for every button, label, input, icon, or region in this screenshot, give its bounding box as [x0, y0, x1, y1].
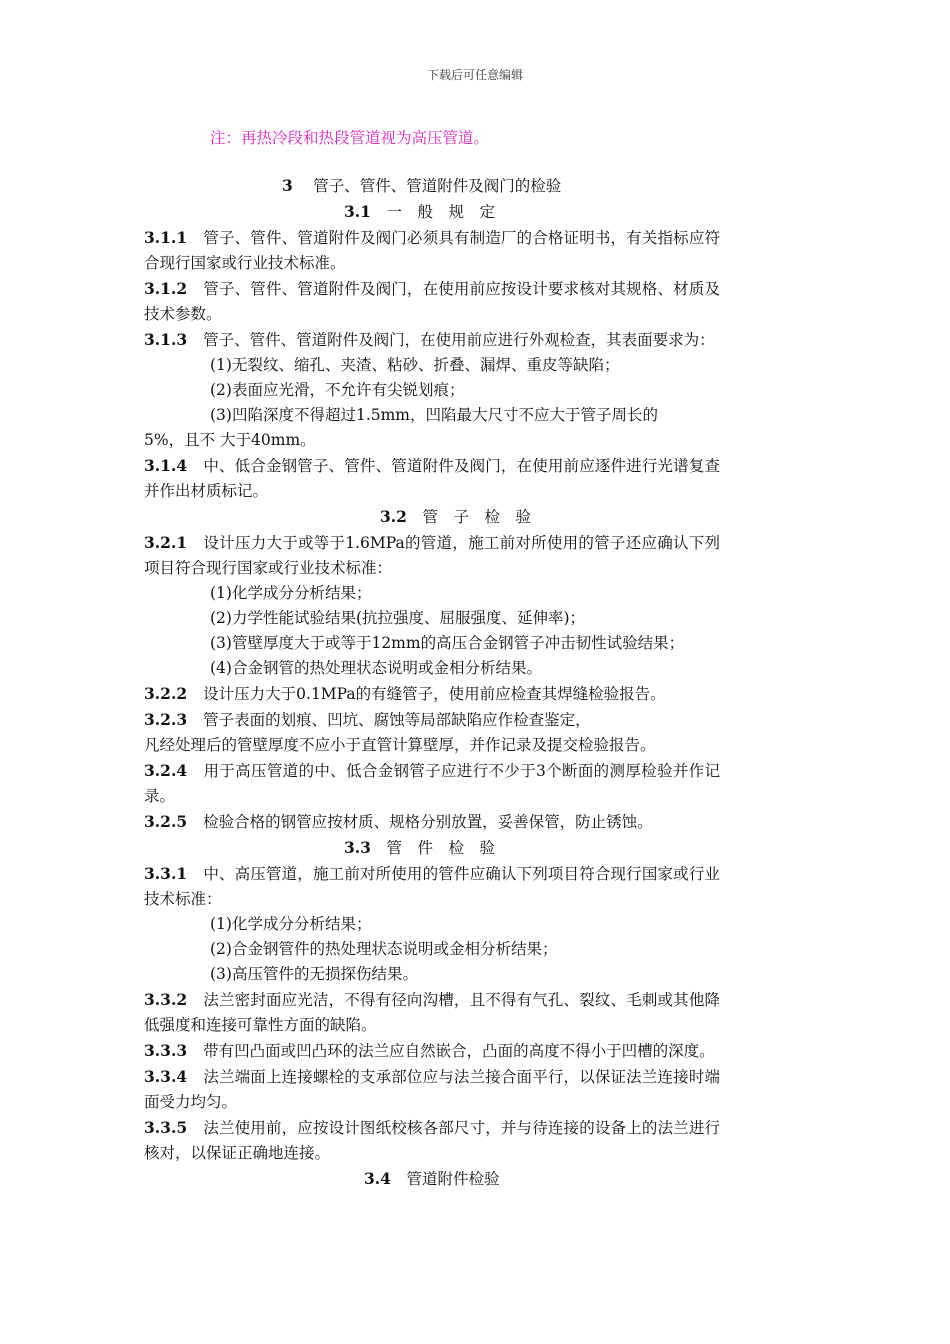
- clause-3-2-1: 3.2.1 设计压力大于或等于1.6MPa的管道，施工前对所使用的管子还应确认下列 项目符合现行国家或行业技术标准：: [144, 533, 720, 577]
- clause-3-1-3: 3.1.3 管子、管件、管道附件及阀门，在使用前应进行外观检查，其表面要求为：: [144, 330, 715, 349]
- list-item: (3)高压管件的无损探伤结果。: [210, 965, 418, 983]
- list-item: (1)化学成分分析结果；: [210, 915, 372, 933]
- section-heading-3-2: 3.2 管 子 检 验: [380, 507, 531, 526]
- list-item: (4)合金钢管的热处理状态说明或金相分析结果。: [210, 659, 542, 677]
- clause-3-3-5: 3.3.5 法兰使用前，应按设计图纸校核各部尺寸，并与待连接的设备上的法兰进行 核对，以保证正确地连接。: [144, 1118, 720, 1162]
- clause-continuation: 凡经处理后的管壁厚度不应小于直管计算壁厚，并作记录及提交检验报告。: [144, 736, 656, 754]
- clause-3-1-2: 3.1.2 管子、管件、管道附件及阀门，在使用前应按设计要求核对其规格、材质及 技术参数。: [144, 279, 720, 323]
- clause-3-3-4: 3.3.4 法兰端面上连接螺栓的支承部位应与法兰接合面平行，以保证法兰连接时端 面受力均匀。: [144, 1067, 720, 1111]
- clause-3-2-2: 3.2.2 设计压力大于0.1MPa的有缝管子，使用前应检查其焊缝检验报告。: [144, 684, 666, 703]
- note-text: 注：再热冷段和热段管道视为高压管道。: [210, 129, 490, 147]
- clause-3-2-3: 3.2.3 管子表面的划痕、凹坑、腐蚀等局部缺陷应作检查鉴定，: [144, 710, 591, 729]
- list-item: (2)力学性能试验结果(抗拉强度、屈服强度、延伸率)；: [210, 609, 586, 627]
- list-item: (2)表面应光滑，不允许有尖锐划痕；: [210, 381, 465, 399]
- list-item: (3)管壁厚度大于或等于12mm的高压合金钢管子冲击韧性试验结果；: [210, 634, 685, 652]
- list-item: (1)无裂纹、缩孔、夹渣、粘砂、折叠、漏焊、重皮等缺陷；: [210, 356, 620, 374]
- list-item-continuation: 5%，且不 大于40mm。: [144, 431, 316, 449]
- chapter-heading: 3 管子、管件、管道附件及阀门的检验: [282, 176, 562, 195]
- clause-3-3-1: 3.3.1 中、高压管道，施工前对所使用的管件应确认下列项目符合现行国家或行业 技术标准：: [144, 864, 720, 908]
- section-heading-3-1: 3.1 一 般 规 定: [344, 202, 495, 221]
- section-heading-3-3: 3.3 管 件 检 验: [344, 838, 495, 857]
- clause-3-1-4: 3.1.4 中、低合金钢管子、管件、管道附件及阀门，在使用前应逐件进行光谱复查 并作出材质标记。: [144, 456, 720, 500]
- clause-3-2-4: 3.2.4 用于高压管道的中、低合金钢管子应进行不少于3个断面的测厚检验并作记 录。: [144, 761, 720, 805]
- page-header: 下载后可任意编辑: [426, 68, 523, 82]
- clause-3-2-5: 3.2.5 检验合格的钢管应按材质、规格分别放置，妥善保管，防止锈蚀。: [144, 812, 653, 831]
- section-heading-3-4: 3.4 管道附件检验: [364, 1169, 500, 1188]
- list-item: (3)凹陷深度不得超过1.5mm，凹陷最大尺寸不应大于管子周长的: [210, 406, 659, 424]
- list-item: (2)合金钢管件的热处理状态说明或金相分析结果；: [210, 940, 558, 958]
- clause-3-3-2: 3.3.2 法兰密封面应光洁，不得有径向沟槽，且不得有气孔、裂纹、毛刺或其他降 低强度和连接可靠性方面的缺陷。: [144, 990, 720, 1034]
- clause-3-3-3: 3.3.3 带有凹凸面或凹凸环的法兰应自然嵌合，凸面的高度不得小于凹槽的深度。: [144, 1041, 715, 1060]
- clause-3-1-1: 3.1.1 管子、管件、管道附件及阀门必须具有制造厂的合格证明书，有关指标应符 合现行国家或行业技术标准。: [144, 228, 720, 272]
- list-item: (1)化学成分分析结果；: [210, 584, 372, 602]
- document-body: [144, 173, 720, 1192]
